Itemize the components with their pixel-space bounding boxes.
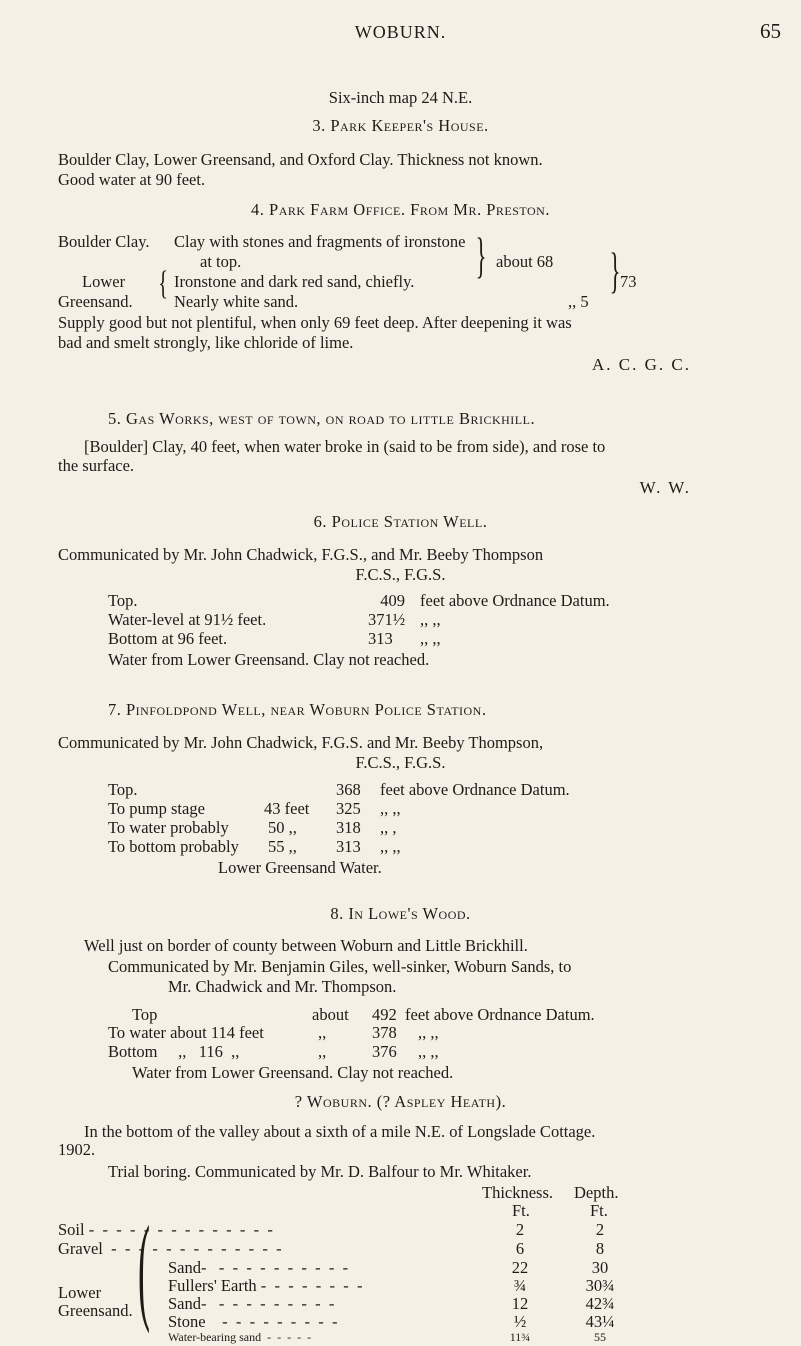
s7-row-depth: 50 ,, [268,818,297,837]
s8-row-value: 376 [372,1042,397,1061]
s7-comm-2: F.C.S., F.G.S. [355,753,446,772]
s8-row-unit: feet above Ordnance Datum. [405,1005,595,1024]
section-5-title: 5. Gas Works, west of town, on road to little Brickhill. [108,409,536,428]
table-row-label: Gravel - - - - - - - - - - - - - [58,1239,282,1258]
s6-row-value: 313 [368,629,393,648]
running-title: WOBURN. [354,22,447,42]
table-row-depth: 55 [594,1330,606,1344]
s7-comm-1: Communicated by Mr. John Chadwick, F.G.S. and Mr. Beeby Thompson, [58,733,544,752]
s8-row-depth: ,, [318,1023,327,1042]
s7-row-value: 325 [336,799,361,818]
s4-lg-desc-1: Ironstone and dark red sand, chiefly. [174,272,415,291]
s8-row-label: To water about 114 feet [108,1023,264,1042]
s7-row-label: Top. [108,780,138,799]
s6-comm-2: F.C.S., F.G.S. [355,565,446,584]
s6-row-value: 409 [380,591,405,610]
table-row-thickness: 12 [511,1294,529,1313]
s8-comm-1: Communicated by Mr. Benjamin Giles, well-sinker, Woburn Sands, to [108,957,572,976]
s4-boulder-clay-label: Boulder Clay. [58,232,150,251]
s3-line-2: Good water at 90 feet. [58,170,206,189]
s4-supply-1: Supply good but not plentiful, when only 69 feet deep. After deepening it was [58,313,572,332]
col-depth-header: Depth. [574,1183,619,1202]
s6-row-unit: feet above Ordnance Datum. [420,591,610,610]
greensand-label: Greensand. [58,1301,133,1320]
s6-row-unit: ,, ,, [420,629,441,648]
s4-left-brace: { [158,265,169,302]
s6-row-label: Bottom at 96 feet. [108,629,228,648]
greensand-brace: ( [137,1201,150,1334]
table-row-thickness: 22 [511,1258,529,1277]
table-row-depth: 2 [595,1220,605,1239]
s4-right-brace-2: } [609,242,621,298]
s3-line-1: Boulder Clay, Lower Greensand, and Oxford Clay. Thickness not known. [58,150,543,169]
s4-greensand-label: Greensand. [58,292,133,311]
s8-row-depth: ,, [318,1042,327,1061]
s8-row-label: Top [132,1005,158,1024]
s4-right-brace-1: } [475,227,487,283]
section-7-title: 7. Pinfoldpond Well, near Woburn Police Station. [108,700,487,719]
s6-row-value: 371½ [368,610,406,629]
s8-row-value: 378 [372,1023,397,1042]
s7-row-depth: 55 ,, [268,837,297,856]
table-row-label: Water-bearing sand - - - - - [168,1330,312,1344]
section-3-title: 3. Park Keeper's House. [312,116,489,135]
s8-note: Water from Lower Greensand. Clay not reached. [132,1063,454,1082]
s4-total: 73 [620,272,637,291]
s6-row-label: Water-level at 91½ feet. [108,610,267,629]
section-6-title: 6. Police Station Well. [313,512,488,531]
s7-row-unit: ,, ,, [380,837,401,856]
col-thickness-header: Thickness. [482,1183,554,1202]
s7-row-unit: ,, ,, [380,799,401,818]
s4-lower-label: Lower [82,272,126,291]
s7-row-depth: 43 feet [264,799,310,818]
s4-bc-desc-1: Clay with stones and fragments of ironstone [174,232,466,251]
table-row-thickness: ¾ [513,1276,527,1295]
section-8-title: 8. In Lowe's Wood. [330,904,471,923]
table-row-depth: 30¾ [585,1276,615,1295]
s9-line-1: In the bottom of the valley about a sixth of a mile N.E. of Longslade Cottage. [84,1122,596,1141]
table-row-label: Stone - - - - - - - - - [168,1312,338,1331]
table-row-depth: 43¼ [585,1312,615,1331]
s5-line-2: the surface. [58,456,135,475]
table-row-depth: 8 [595,1239,605,1258]
s8-line-1: Well just on border of county between Woburn and Little Brickhill. [84,936,528,955]
lower-label: Lower [58,1283,102,1302]
s4-signature: A. C. G. C. [592,355,691,374]
s4-about-68: about 68 [496,252,554,271]
table-row-label: Sand- - - - - - - - - - [168,1294,335,1313]
s8-row-unit: ,, ,, [418,1042,439,1061]
s6-note: Water from Lower Greensand. Clay not reached. [108,650,430,669]
table-row-thickness: 2 [515,1220,525,1239]
s4-lg-desc-2: Nearly white sand. [174,292,299,311]
s8-row-label: Bottom ,, 116 ,, [108,1042,240,1061]
s8-comm-2: Mr. Chadwick and Mr. Thompson. [168,977,397,996]
s6-row-label: Top. [108,591,138,610]
map-reference: Six-inch map 24 N.E. [328,88,473,107]
s9-trial: Trial boring. Communicated by Mr. D. Balfour to Mr. Whitaker. [108,1162,532,1181]
s8-row-value: 492 [372,1005,397,1024]
s7-row-unit: ,, , [380,818,397,837]
s9-year: 1902. [58,1140,96,1159]
table-row-thickness: 6 [515,1239,525,1258]
table-row-label: Fullers' Earth - - - - - - - - [168,1276,363,1295]
s6-row-unit: ,, ,, [420,610,441,629]
s7-row-label: To bottom probably [108,837,239,856]
s7-row-value: 318 [336,818,361,837]
s5-signature: W. W. [639,478,691,497]
s7-row-value: 313 [336,837,361,856]
s7-row-label: To water probably [108,818,229,837]
s8-row-depth: about [312,1005,349,1024]
s7-note: Lower Greensand Water. [218,858,382,877]
s8-row-unit: ,, ,, [418,1023,439,1042]
s6-comm-1: Communicated by Mr. John Chadwick, F.G.S., and Mr. Beeby Thompson [58,545,544,564]
table-row-depth: 42¾ [585,1294,615,1313]
section-9-title: ? Woburn. (? Aspley Heath). [294,1092,507,1111]
section-4-title: 4. Park Farm Office. From Mr. Preston. [251,200,550,219]
table-row-depth: 30 [591,1258,609,1277]
table-row-label: Sand- - - - - - - - - - - [168,1258,349,1277]
table-row-thickness: ½ [513,1312,527,1331]
thickness-unit: Ft. [512,1201,530,1220]
s7-row-label: To pump stage [108,799,205,818]
s4-ditto-5: ,, 5 [568,292,589,311]
depth-unit: Ft. [590,1201,608,1220]
s7-row-unit: feet above Ordnance Datum. [380,780,570,799]
table-row-label: Soil - - - - - - - - - - - - - - [58,1220,273,1239]
table-row-thickness: 11¾ [509,1330,531,1344]
s4-supply-2: bad and smelt strongly, like chloride of lime. [58,333,354,352]
s4-bc-desc-2: at top. [200,252,242,271]
s7-row-value: 368 [336,780,361,799]
s5-line-1: [Boulder] Clay, 40 feet, when water broke in (said to be from side), and rose to [84,437,606,456]
page-number: 65 [760,19,781,43]
